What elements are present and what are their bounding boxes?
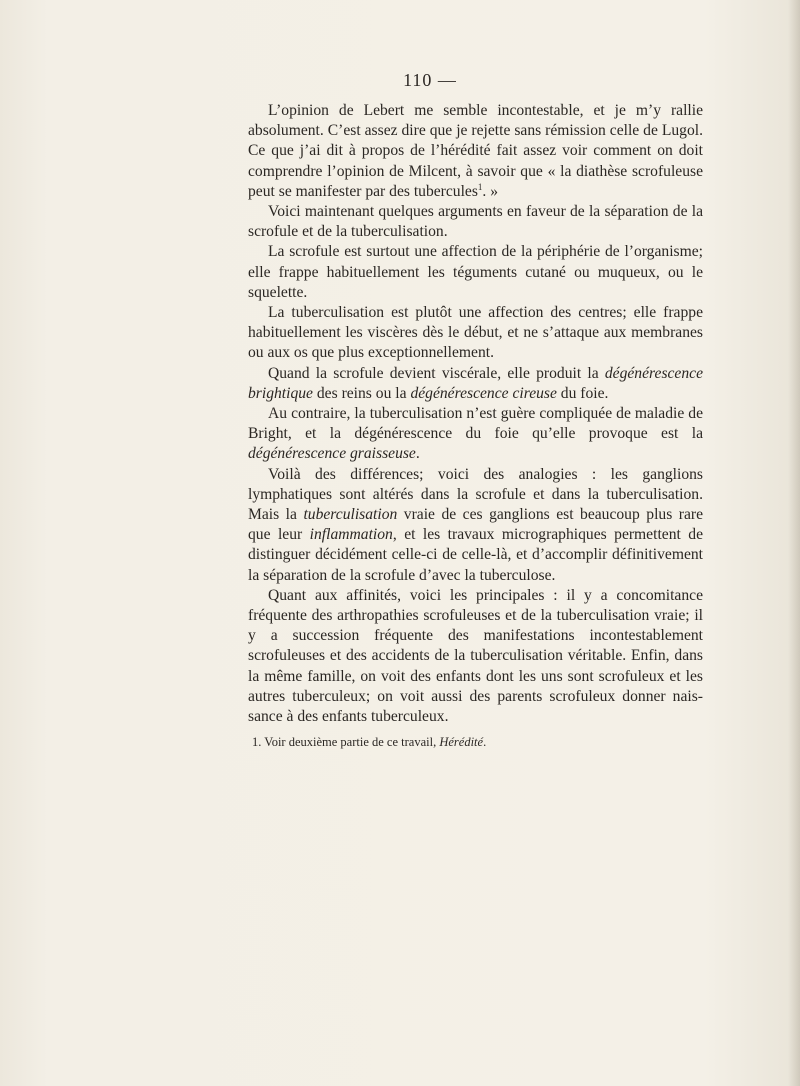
paragraph	[248, 303, 703, 364]
text-run: du foie.	[556, 384, 609, 402]
text-run: Voici maintenant quelques arguments en faveur de la séparation de la scrofule et de la tuberculisation.	[248, 203, 703, 241]
text-run: La scrofule est surtout une affection de la périphérie de l’organisme; elle frappe habituellement les téguments cutané ou muqueux, ou le squelette.	[248, 243, 703, 301]
text-run: Voilà des différences; voici des analogies : les ganglions lymphatiques sont altérés dans la scrofule et dans la tuberculisation. Mais la	[248, 465, 703, 524]
text-run: La tuberculisation est plutôt une affection des centres; elle frappe habituellement les viscères dès le début, et ne s’attaque aux membranes ou aux os que plus exceptionnellement.	[248, 304, 703, 362]
italic-term: inflammation	[309, 526, 393, 544]
text-run: des reins ou la	[312, 384, 411, 402]
paragraph	[248, 404, 703, 465]
page-edge-shadow	[788, 0, 800, 1086]
paragraph	[248, 101, 703, 202]
paragraph	[248, 242, 703, 303]
footnote-ref: 1	[477, 181, 483, 192]
text-run: Quand la scrofule devient viscérale, elle produit la	[268, 364, 605, 382]
text-run: . »	[482, 182, 499, 200]
paragraph	[248, 586, 703, 727]
page-number: 110 —	[403, 70, 457, 90]
footnote	[252, 734, 707, 750]
text-run: vraie de ces ganglions est beaucoup plus rare que leur	[248, 506, 703, 544]
footnote-text: 1. Voir deuxième partie de ce travail,	[252, 735, 440, 749]
italic-term: tuberculisation	[303, 506, 398, 524]
italic-term: dégénérescence graisseuse	[248, 445, 416, 463]
page-header	[0, 70, 800, 91]
italic-term: dégénérescence cireuse	[410, 384, 557, 402]
footnote-italic: Hérédité	[439, 735, 484, 749]
paragraph	[248, 465, 703, 586]
text-run: L’opinion de Lebert me semble incontestable, et je m’y rallie absolument. C’est assez dire que je rejette sans rémission celle de Lugol. Ce que j’ai dit à propos de l’hérédité fait assez voir comment on doit comprendre l’opinion de Milcent, à savoir que « la diathèse scrofuleuse peut se manifester par des tubercules	[248, 102, 703, 200]
footnote-end: .	[483, 735, 487, 749]
paragraph	[248, 364, 703, 404]
text-run: .	[415, 445, 420, 463]
italic-term: dégénérescence brightique	[248, 364, 703, 402]
text-run: Au contraire, la tuberculisation n’est guère compliquée de maladie de Bright, et la dégénérescence du foie qu’elle provoque est la	[248, 405, 703, 443]
paragraph	[248, 202, 703, 242]
body-text	[248, 101, 703, 727]
text-run: , et les travaux micrographiques permettent de distinguer décidément celle-ci de celle-là, et d’accomplir définitivement la séparation de la scrofule d’avec la tuberculose.	[248, 526, 703, 584]
text-run: Quant aux affinités, voici les principales : il y a concomitance fréquente des arthropathies scrofuleuses et de la tuberculisation vraie; il y a succession fréquente des manifestations incontestablement scrofuleuses et des accidents de la tuberculisation véritable. Enfin, dans la même famille, on voit des enfants dont les uns sont scrofuleux et les autres tuberculeux; on voit aussi des parents scrofuleux donner naissance à des enfants tuberculeux.	[248, 586, 703, 726]
